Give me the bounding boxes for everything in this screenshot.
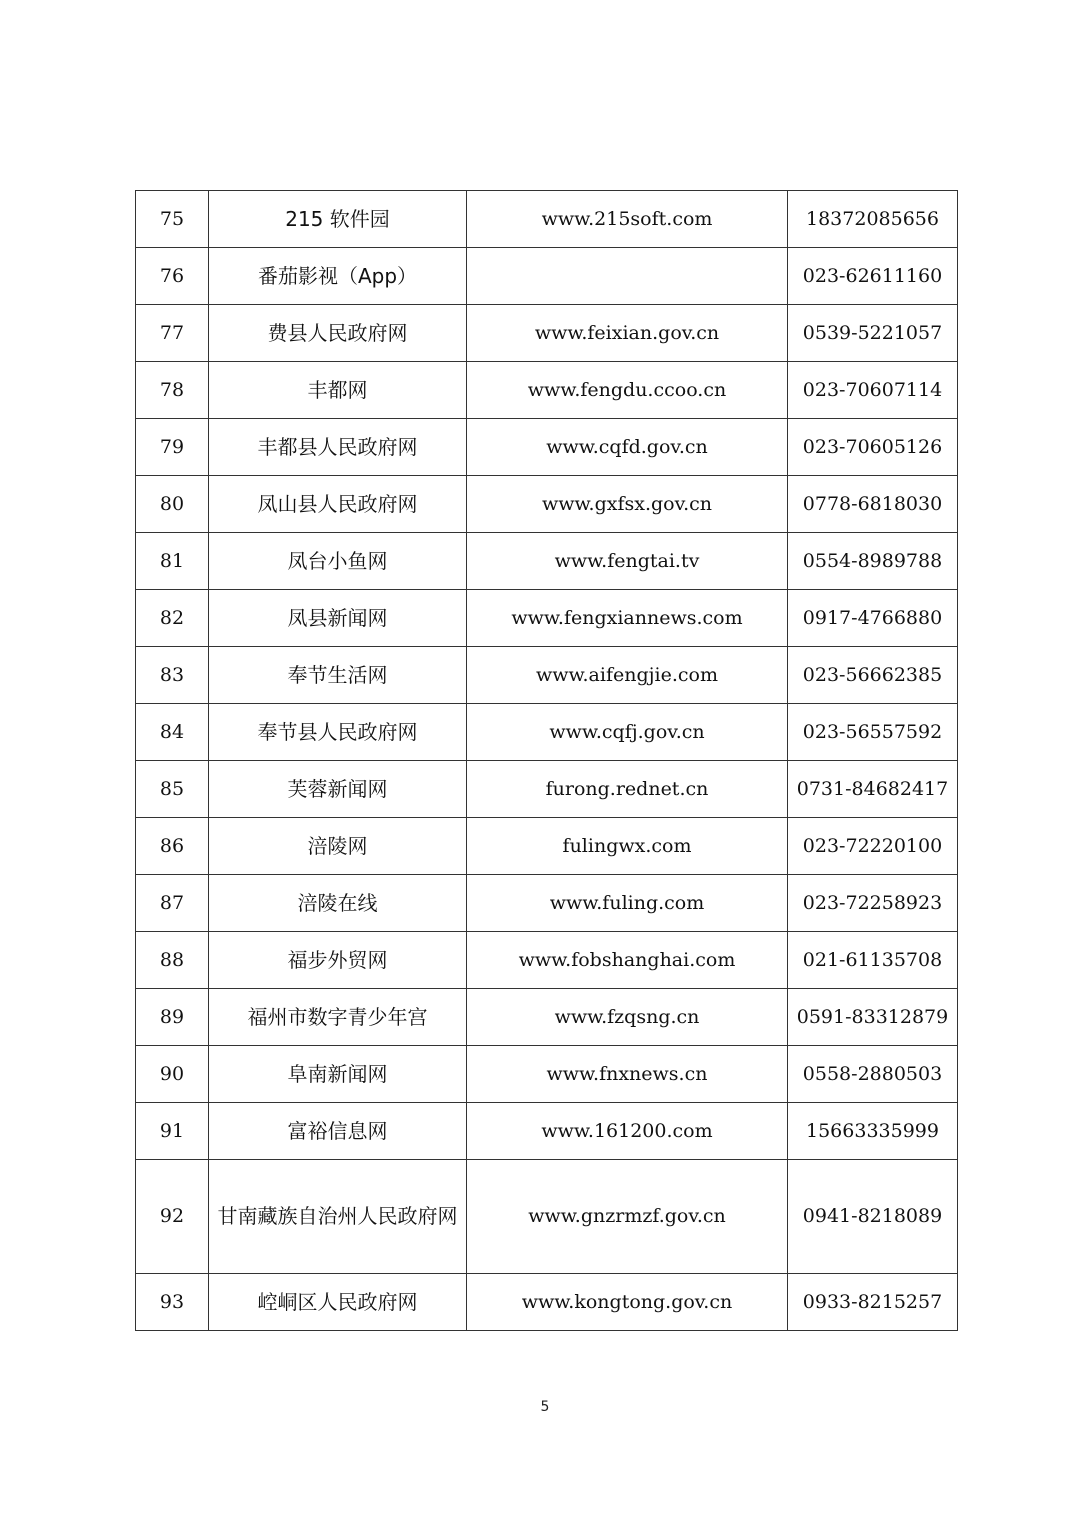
row-number: 85 (136, 761, 209, 818)
site-name: 凤县新闻网 (209, 590, 467, 647)
contact-phone: 0554-8989788 (788, 533, 958, 590)
site-url: www.aifengjie.com (467, 647, 788, 704)
site-name: 芙蓉新闻网 (209, 761, 467, 818)
contact-phone: 0778-6818030 (788, 476, 958, 533)
table-row (136, 704, 958, 761)
site-url: www.cqfd.gov.cn (467, 419, 788, 476)
row-number: 75 (136, 191, 209, 248)
row-number: 78 (136, 362, 209, 419)
row-number: 83 (136, 647, 209, 704)
site-url: www.161200.com (467, 1103, 788, 1160)
site-url: www.215soft.com (467, 191, 788, 248)
site-name: 富裕信息网 (209, 1103, 467, 1160)
site-name: 奉节县人民政府网 (209, 704, 467, 761)
row-number: 89 (136, 989, 209, 1046)
site-url: www.fobshanghai.com (467, 932, 788, 989)
contact-phone: 023-70607114 (788, 362, 958, 419)
table-row (136, 590, 958, 647)
row-number: 92 (136, 1160, 209, 1274)
site-url: www.kongtong.gov.cn (467, 1274, 788, 1331)
site-name: 福州市数字青少年宫 (209, 989, 467, 1046)
contact-phone: 0591-83312879 (788, 989, 958, 1046)
table-row (136, 1046, 958, 1103)
table-row (136, 248, 958, 305)
site-name: 丰都网 (209, 362, 467, 419)
site-name: 涪陵在线 (209, 875, 467, 932)
site-name: 凤山县人民政府网 (209, 476, 467, 533)
row-number: 79 (136, 419, 209, 476)
table-row (136, 305, 958, 362)
contact-phone: 0731-84682417 (788, 761, 958, 818)
row-number: 88 (136, 932, 209, 989)
row-number: 77 (136, 305, 209, 362)
table-row (136, 476, 958, 533)
row-number: 82 (136, 590, 209, 647)
site-name: 番茄影视（App） (209, 248, 467, 305)
table-row (136, 191, 958, 248)
row-number: 76 (136, 248, 209, 305)
contact-phone: 023-72220100 (788, 818, 958, 875)
site-url: fulingwx.com (467, 818, 788, 875)
site-url: www.fengdu.ccoo.cn (467, 362, 788, 419)
table-row (136, 1160, 958, 1274)
table-row (136, 533, 958, 590)
site-url: www.fuling.com (467, 875, 788, 932)
website-table (135, 190, 958, 1331)
row-number: 90 (136, 1046, 209, 1103)
row-number: 93 (136, 1274, 209, 1331)
page-number: 5 (540, 1399, 550, 1415)
row-number: 81 (136, 533, 209, 590)
site-name: 凤台小鱼网 (209, 533, 467, 590)
site-url: www.fnxnews.cn (467, 1046, 788, 1103)
table-row (136, 362, 958, 419)
table-row (136, 932, 958, 989)
site-url: www.gnzrmzf.gov.cn (467, 1160, 788, 1274)
contact-phone: 0917-4766880 (788, 590, 958, 647)
table-row (136, 818, 958, 875)
site-url: furong.rednet.cn (467, 761, 788, 818)
site-url (467, 248, 788, 305)
site-name: 215 软件园 (209, 191, 467, 248)
table-row (136, 761, 958, 818)
site-url: www.fengxiannews.com (467, 590, 788, 647)
contact-phone: 023-56557592 (788, 704, 958, 761)
site-url: www.cqfj.gov.cn (467, 704, 788, 761)
contact-phone: 0558-2880503 (788, 1046, 958, 1103)
row-number: 91 (136, 1103, 209, 1160)
contact-phone: 18372085656 (788, 191, 958, 248)
site-url: www.gxfsx.gov.cn (467, 476, 788, 533)
contact-phone: 0539-5221057 (788, 305, 958, 362)
site-name: 费县人民政府网 (209, 305, 467, 362)
site-url: www.feixian.gov.cn (467, 305, 788, 362)
table-row (136, 647, 958, 704)
contact-phone: 023-62611160 (788, 248, 958, 305)
site-name: 甘南藏族自治州人民政府网 (209, 1160, 467, 1274)
contact-phone: 021-61135708 (788, 932, 958, 989)
table-row (136, 875, 958, 932)
row-number: 86 (136, 818, 209, 875)
site-url: www.fzqsng.cn (467, 989, 788, 1046)
contact-phone: 023-72258923 (788, 875, 958, 932)
contact-phone: 023-70605126 (788, 419, 958, 476)
site-name: 涪陵网 (209, 818, 467, 875)
row-number: 87 (136, 875, 209, 932)
site-name: 奉节生活网 (209, 647, 467, 704)
contact-phone: 15663335999 (788, 1103, 958, 1160)
contact-phone: 0941-8218089 (788, 1160, 958, 1274)
contact-phone: 0933-8215257 (788, 1274, 958, 1331)
site-url: www.fengtai.tv (467, 533, 788, 590)
site-name: 丰都县人民政府网 (209, 419, 467, 476)
row-number: 80 (136, 476, 209, 533)
site-name: 阜南新闻网 (209, 1046, 467, 1103)
table-row (136, 419, 958, 476)
table-row (136, 1103, 958, 1160)
table-row (136, 1274, 958, 1331)
table-row (136, 989, 958, 1046)
row-number: 84 (136, 704, 209, 761)
site-name: 崆峒区人民政府网 (209, 1274, 467, 1331)
site-name: 福步外贸网 (209, 932, 467, 989)
contact-phone: 023-56662385 (788, 647, 958, 704)
